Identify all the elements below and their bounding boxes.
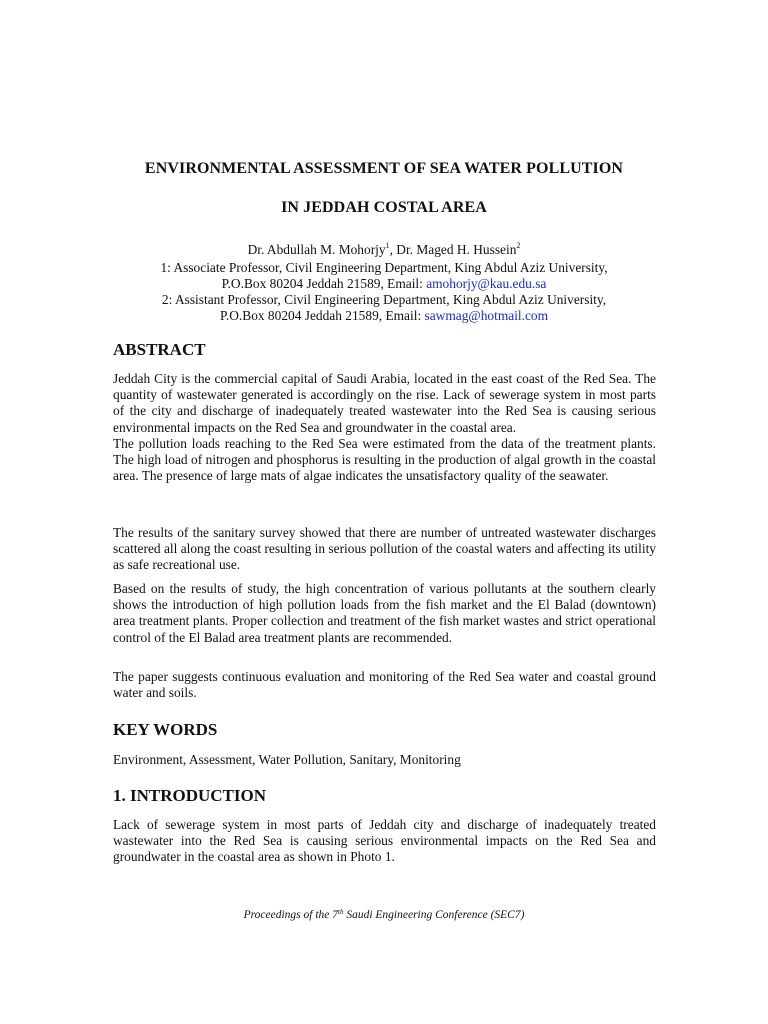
affiliation-2-email-link[interactable]: sawmag@hotmail.com: [424, 308, 549, 323]
footer-suffix: Saudi Engineering Conference (SEC7): [343, 909, 525, 921]
affiliation-2-line-1: 2: Assistant Professor, Civil Engineering Department, King Abdul Aziz University,: [161, 292, 607, 307]
author-2-name: Dr. Maged H. Hussein: [396, 242, 517, 257]
affiliation-2-line-2: [0, 308, 768, 324]
footer-prefix: Proceedings of the 7: [243, 909, 338, 921]
introduction-paragraph-1: Lack of sewerage system in most parts of Jeddah city and discharge of inadequately treated wastewater into the Red Sea is causing serious environmental impacts on the Red Sea and groundwater in the coastal area as shown in Photo 1.: [113, 817, 656, 865]
keywords-text: Environment, Assessment, Water Pollution, Sanitary, Monitoring: [113, 752, 461, 767]
abstract-paragraph-1b: The pollution loads reaching to the Red Sea were estimated from the data of the treatment plants. The high load of nitrogen and phosphorus is resulting in the production of algal growth in the coastal area. The presence of large mats of algae indicates the unsatisfactory quality of the seawater.: [113, 435, 656, 484]
abstract-heading: ABSTRACT: [113, 340, 206, 359]
author-2-superscript: 2: [516, 241, 521, 250]
paper-title-line-2: IN JEDDAH COSTAL AREA: [281, 199, 487, 216]
affiliation-1-line-2: [0, 276, 768, 292]
author-1-superscript: 1: [385, 241, 390, 250]
footer-superscript: th: [338, 908, 344, 916]
affiliation-1-email-link[interactable]: amohorjy@kau.edu.sa: [426, 276, 547, 291]
abstract-paragraph-4: The paper suggests continuous evaluation and monitoring of the Red Sea water and coastal ground water and soils.: [113, 669, 656, 701]
introduction-heading: 1. INTRODUCTION: [113, 786, 267, 805]
page-footer: [0, 909, 768, 921]
abstract-paragraph-1a: Jeddah City is the commercial capital of Saudi Arabia, located in the east coast of the Red Sea. The quantity of wastewater generated is accordingly on the rise. Lack of sewerage system in most parts of the city and discharge of inadequately treated wastewater into the Red Sea is causing serious environmental impacts on the Red Sea and groundwater in the coastal area.: [113, 371, 656, 435]
affiliation-1-address: P.O.Box 80204 Jeddah 21589, Email:: [221, 276, 427, 291]
affiliation-2-address: P.O.Box 80204 Jeddah 21589, Email:: [219, 308, 425, 323]
affiliation-1-line-1: 1: Associate Professor, Civil Engineering Department, King Abdul Aziz University,: [160, 260, 608, 275]
paper-title-line-1: ENVIRONMENTAL ASSESSMENT OF SEA WATER POLLUTION: [144, 160, 624, 177]
author-separator: ,: [389, 242, 397, 257]
author-line: [0, 242, 768, 260]
abstract-paragraph-2: The results of the sanitary survey showed that there are number of untreated wastewater discharges scattered all along the coast resulting in serious pollution of the coastal waters and affecting its utility as safe recreational use.: [113, 525, 656, 573]
keywords-heading: KEY WORDS: [113, 720, 218, 739]
author-1-name: Dr. Abdullah M. Mohorjy: [247, 242, 386, 257]
abstract-paragraph-3: Based on the results of study, the high concentration of various pollutants at the southern clearly shows the introduction of high pollution loads from the fish market and the El Balad (downtown) area treatment plants. Proper collection and treatment of the fish market wastes and strict operational control of the El Balad area treatment plants are recommended.: [113, 581, 656, 645]
abstract-paragraph-1: [113, 371, 656, 484]
